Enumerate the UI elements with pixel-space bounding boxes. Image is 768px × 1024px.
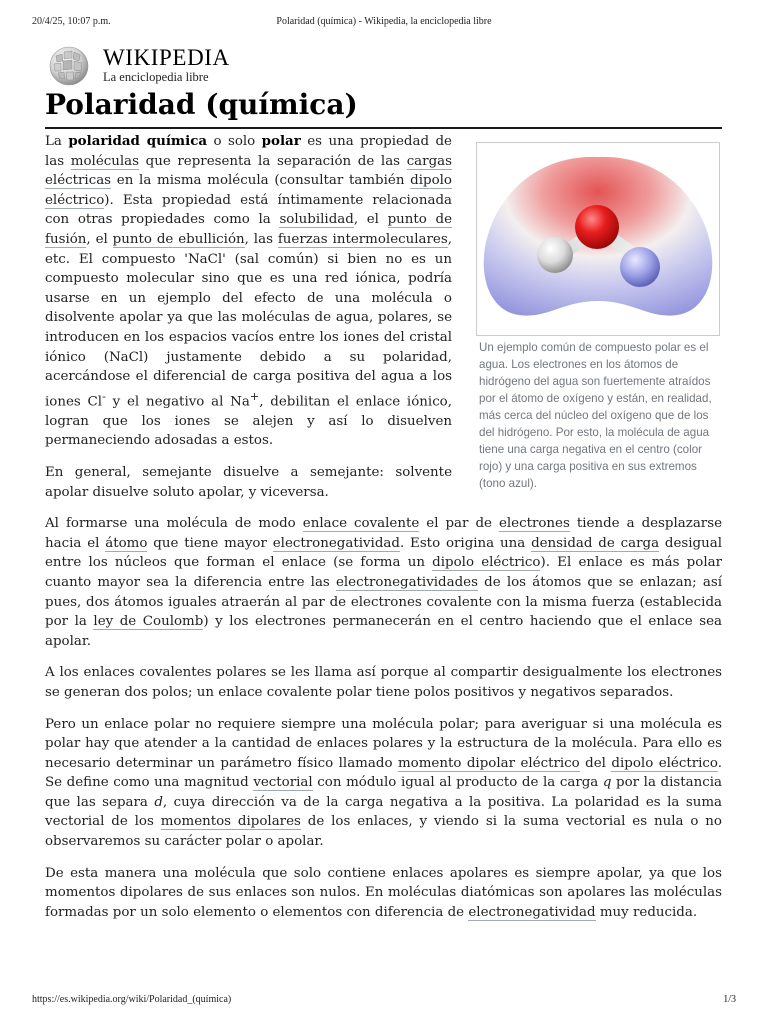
text: en la misma molécula (consultar también	[111, 173, 411, 189]
superscript-plus: +	[249, 389, 260, 403]
text: del	[579, 755, 612, 771]
link-atomo[interactable]: átomo	[105, 535, 148, 551]
link-punto-de-ebullicion[interactable]: punto de ebullición	[112, 231, 245, 247]
symbol-q: q	[602, 775, 612, 791]
text: ) y los electrones permanecerán en el centro haciendo que el enlace sea apolar.	[45, 614, 722, 649]
text: En general, semejante disuelve a semejante: solvente apolar disuelve soluto apolar, y viceversa.	[45, 464, 452, 500]
print-footer	[32, 994, 736, 1008]
text: La	[45, 134, 69, 149]
link-dipolo-electrico[interactable]: dipolo eléctrico	[45, 173, 452, 208]
symbol-d: d	[154, 794, 163, 810]
link-vectorial[interactable]: vectorial	[253, 775, 313, 791]
text: , el	[86, 231, 113, 247]
link-momento-dipolar-electrico[interactable]: momento dipolar eléctrico	[397, 755, 580, 771]
text: , debilitan el enlace iónico, logran que los iones se alejen y así lo disuelven permaneciendo adosadas a estos.	[45, 394, 453, 449]
paragraph-momento-dipolar	[45, 715, 722, 852]
print-page-number: 1/3	[723, 994, 736, 1005]
link-moleculas[interactable]: moléculas	[70, 153, 140, 169]
title-divider	[45, 127, 722, 129]
text: A los enlaces covalentes polares se les llama así porque al compartir desigualmente los electrones se generan dos polos; un enlace covalente polar tiene polos positivos y negativos separados.	[45, 665, 722, 700]
text: el par de	[419, 516, 499, 532]
term-polar: polar	[261, 133, 301, 149]
text: de los enlaces, y viendo si la suma vectorial es nula o no observaremos su carácter polar o apolar.	[45, 814, 722, 850]
text: Al formarse una molécula de modo	[45, 516, 303, 532]
text: Pero un enlace polar no requiere siempre una molécula polar; para averiguar si una molécula es polar hay que atender a la cantidad de enlaces polares y la estructura de la molécula. Para ello es necesario determinar un parámetro físico llamado	[45, 716, 722, 771]
text: es una propiedad de las	[45, 134, 452, 169]
link-cargas-electricas[interactable]: cargas eléctricas	[45, 153, 452, 189]
water-molecule-image[interactable]	[476, 142, 720, 336]
print-page-title: Polaridad (química) - Wikipedia, la enciclopedia libre	[276, 16, 492, 27]
text: o solo	[207, 134, 262, 149]
text: , cuya dirección va de la carga negativa a la positiva. La polaridad es la suma vectorial de los	[45, 794, 723, 830]
text: ). Esta propiedad está íntimamente relacionada con otras propiedades como la	[45, 192, 452, 228]
link-electrones[interactable]: electrones	[498, 516, 570, 532]
link-dipolo-electrico-3[interactable]: dipolo eléctrico	[611, 755, 718, 771]
wikipedia-wordmark: WIKIPEDIA	[103, 45, 230, 70]
text: , el	[353, 212, 388, 228]
link-densidad-de-carga[interactable]: densidad de carga	[531, 535, 660, 551]
text: tiende a desplazarse hacia el	[45, 516, 723, 551]
figure-caption: Un ejemplo común de compuesto polar es el agua. Los electrones en los átomos de hidrógeno del agua son fuertemente atraídos por el átomo de oxígeno y están, en realidad, más cerca del núcleo del oxígeno que de los del hidrógeno. Por esto, la molécula de agua tiene una carga negativa en el centro (color rojo) y una carga positiva en sus extremos (tono azul).	[479, 341, 712, 490]
text: muy reducida.	[595, 904, 698, 920]
link-punto-de-fusion[interactable]: punto de fusión	[45, 212, 452, 247]
text: por la distancia que las separa	[45, 775, 722, 810]
text: que tiene mayor	[147, 535, 273, 551]
link-momentos-dipolares[interactable]: momentos dipolares	[160, 814, 301, 830]
print-date: 20/4/25, 10:07 p.m.	[32, 16, 111, 27]
figure	[476, 142, 722, 492]
paragraph-enlace-covalente	[45, 514, 722, 651]
text: y el negativo al Na	[105, 394, 250, 410]
text: con módulo igual al producto de la carga	[312, 775, 603, 791]
text: , las	[244, 231, 278, 247]
text: ). El enlace es más polar cuanto mayor sea la diferencia entre las	[45, 555, 722, 590]
print-header	[32, 16, 736, 30]
page-title: Polaridad (química)	[45, 88, 358, 121]
link-dipolo-electrico-2[interactable]: dipolo eléctrico	[432, 555, 541, 571]
text: de los átomos que se enlazan; así pues, dos átomos iguales atraerán al par de electrones covalente con la misma fuerza (establecida por la	[45, 574, 722, 630]
link-ley-de-coulomb[interactable]: ley de Coulomb	[93, 614, 204, 630]
link-solubilidad[interactable]: solubilidad	[279, 212, 354, 228]
link-enlace-covalente[interactable]: enlace covalente	[302, 516, 420, 532]
paragraph-apolares	[45, 864, 722, 923]
print-url: https://es.wikipedia.org/wiki/Polaridad_(química)	[32, 994, 232, 1005]
link-fuerzas-intermoleculares[interactable]: fuerzas intermoleculares	[277, 231, 448, 247]
text: , etc. El compuesto 'NaCl' (sal común) si bien no es un compuesto molecular sino que es una red iónica, podría usarse en un ejemplo del efecto de una molécula o disolvente apolar ya que las moléculas de agua, polares, se introducen en los espacios vacíos entre los iones del cristal iónico (NaCl) justamente debido a su polaridad, acercándose el diferencial de carga positiva del agua a los iones Cl	[45, 231, 452, 410]
article-body	[45, 132, 722, 934]
paragraph-polos	[45, 663, 722, 702]
superscript-minus: -	[102, 389, 106, 403]
text: . Esto origina una	[399, 535, 532, 551]
text: . Se define como una magnitud	[45, 755, 722, 791]
wikipedia-logo[interactable]	[45, 44, 245, 88]
text: que representa la separación de las	[139, 153, 407, 169]
term-polaridad-quimica: polaridad química	[68, 133, 208, 149]
link-electronegatividad[interactable]: electronegatividad	[272, 535, 400, 551]
wikipedia-globe-icon	[45, 44, 93, 86]
text: De esta manera una molécula que solo contiene enlaces apolares es siempre apolar, ya que los momentos dipolares de sus enlaces son nulos. En moléculas diatómicas son apolares las moléculas formadas por un solo elemento o elementos con diferencia de	[45, 865, 722, 920]
text: desigual entre los núcleos que forman el enlace (se forma un	[45, 535, 723, 571]
water-electrostatic-potential-icon	[477, 143, 719, 335]
link-electronegatividad-2[interactable]: electronegatividad	[468, 904, 596, 920]
link-electronegatividades[interactable]: electronegatividades	[335, 574, 478, 590]
wikipedia-tagline: La enciclopedia libre	[103, 70, 209, 84]
